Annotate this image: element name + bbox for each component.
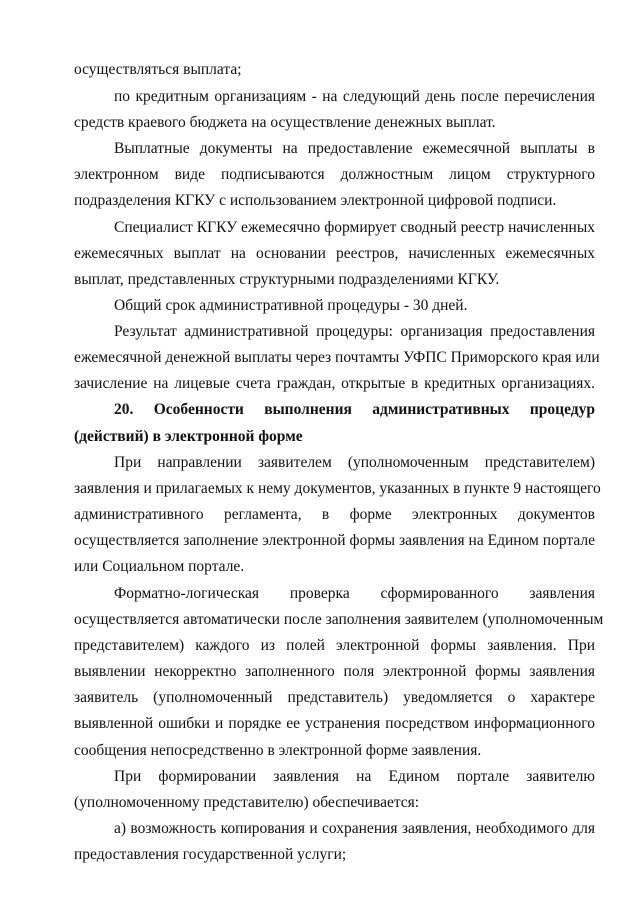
text-line: зачисление на лицевые счета граждан, открытые в кредитных организациях. [74, 375, 595, 392]
text-line: а) возможность копирования и сохранения заявления, необходимого для [114, 820, 595, 837]
text-line: (уполномоченному представителю) обеспечивается: [74, 794, 420, 811]
section-heading: 20. Особенности выполнения административных процедур [114, 401, 595, 418]
text-line: Выплатные документы на предоставление ежемесячной выплаты в [114, 140, 595, 157]
text-line: При направлении заявителем (уполномоченным представителем) [114, 454, 595, 471]
text-line: по кредитным организациям - на следующий день после перечисления [114, 88, 595, 105]
text-line: выявленной ошибки и порядке ее устранения посредством информационного [74, 715, 595, 732]
text-line: При формировании заявления на Едином портале заявителю [114, 768, 595, 785]
text-line: средств краевого бюджета на осуществление денежных выплат. [74, 114, 496, 131]
text-line: осуществляться выплата; [74, 61, 242, 78]
text-line: электронном виде подписываются должностным лицом структурного [74, 166, 595, 183]
text-line: ежемесячной денежной выплаты через почтамты УФПС Приморского края или [74, 349, 600, 366]
text-line: выявлении некорректно заполненного поля электронной формы заявления [74, 663, 595, 680]
text-line: представителем) каждого из полей электронной формы заявления. При [74, 637, 595, 654]
text-line: выплат, представленных структурными подразделениями КГКУ. [74, 271, 500, 288]
text-line: Общий срок административной процедуры - 30 дней. [114, 297, 468, 314]
text-line: административного регламента, в форме электронных документов [74, 506, 595, 523]
text-line: сообщения непосредственно в электронной форме заявления. [74, 742, 482, 759]
text-line: подразделения КГКУ с использованием электронной цифровой подписи. [74, 192, 557, 209]
text-line: предоставления государственной услуги; [74, 846, 347, 863]
section-heading-continued: (действий) в электронной форме [74, 428, 303, 445]
text-line: осуществляется автоматически после заполнения заявителем (уполномоченным [74, 611, 604, 628]
text-line: заявитель (уполномоченный представитель) уведомляется о характере [74, 689, 595, 706]
text-line: Специалист КГКУ ежемесячно формирует сводный реестр начисленных [114, 219, 595, 236]
text-line: осуществляется заполнение электронной формы заявления на Едином портале [74, 532, 595, 549]
text-line: Результат административной процедуры: организация предоставления [114, 323, 595, 340]
text-line: заявления и прилагаемых к нему документов, указанных в пункте 9 настоящего [74, 480, 601, 497]
text-line: или Социальном портале. [74, 558, 245, 575]
text-line: ежемесячных выплат на основании реестров, начисленных ежемесячных [74, 245, 595, 262]
text-line: Форматно-логическая проверка сформированного заявления [114, 585, 595, 602]
